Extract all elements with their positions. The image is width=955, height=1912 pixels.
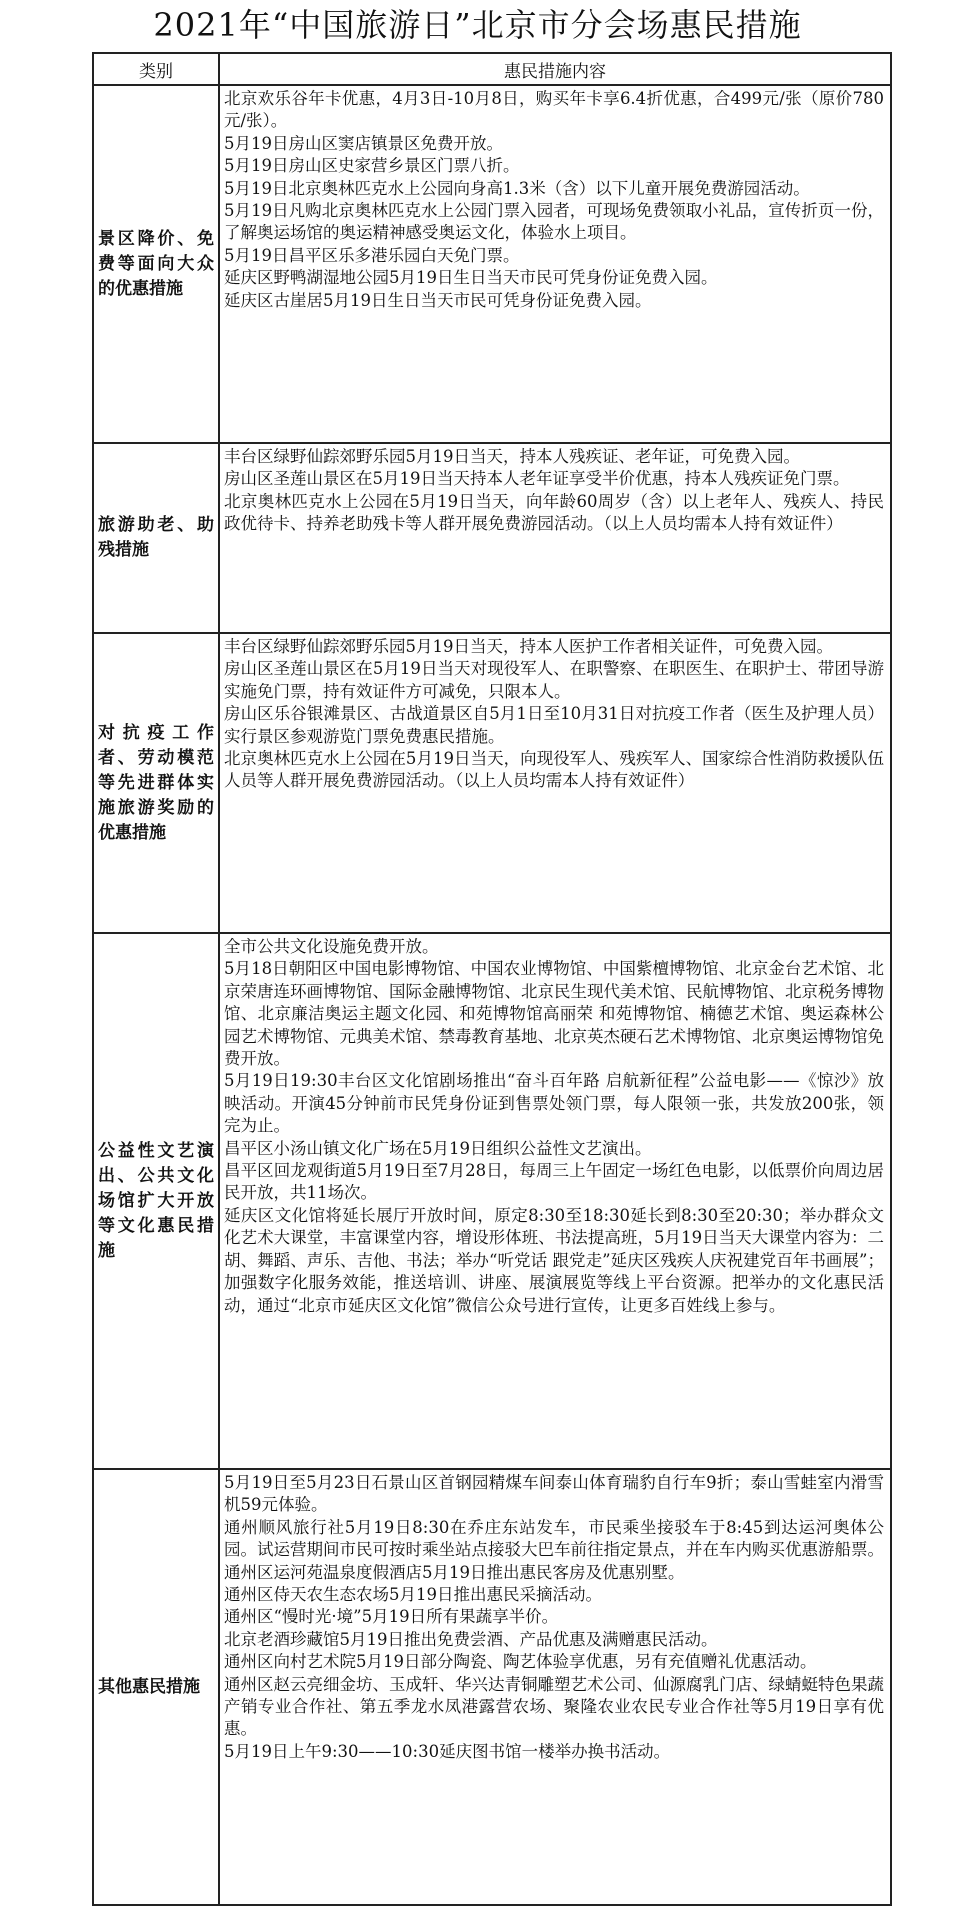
- measure-item: 延庆区野鸭湖湿地公园5月19日生日当天市民可凭身份证免费入园。: [224, 268, 718, 288]
- table-row: [93, 85, 891, 443]
- table-row: [93, 933, 891, 1469]
- measure-item: 北京奥林匹克水上公园在5月19日当天，向现役军人、残疾军人、国家综合性消防救援队伍人员等人群开展免费游园活动。（以上人员均需本人持有效证件）: [224, 749, 884, 791]
- content-cell: [219, 633, 891, 933]
- header-content: 惠民措施内容: [219, 53, 891, 85]
- measure-item: 通州顺风旅行社5月19日8:30在乔庄东站发车，市民乘坐接驳车于8:45到达运河奥体公园。试运营期间市民可按时乘坐站点接驳大巴车前往指定景点，并在车内购买优惠游船票。: [224, 1517, 884, 1560]
- category-cell: 其他惠民措施: [93, 1469, 219, 1905]
- measure-item: 通州区侍天农生态农场5月19日推出惠民采摘活动。: [224, 1585, 602, 1605]
- measure-item: 通州区运河苑温泉度假酒店5月19日推出惠民客房及优惠别墅。: [224, 1562, 685, 1582]
- measure-item: 昌平区小汤山镇文化广场在5月19日组织公益性文艺演出。: [224, 1138, 652, 1158]
- table-row: [93, 633, 891, 933]
- category-cell: 景区降价、免费等面向大众的优惠措施: [93, 85, 219, 443]
- measure-item: 5月19日北京奥林匹克水上公园向身高1.3米（含）以下儿童开展免费游园活动。: [224, 178, 810, 198]
- category-cell: 旅游助老、助残措施: [93, 443, 219, 633]
- table-row: [93, 443, 891, 633]
- measure-item: 全市公共文化设施免费开放。: [224, 937, 439, 956]
- measure-item: 5月19日凡购北京奥林匹克水上公园门票入园者，可现场免费领取小礼品，宣传折页一份，了解奥运场馆的奥运精神感受奥运文化，体验水上项目。: [224, 201, 884, 243]
- measure-item: 通州区赵云亮细金坊、玉成轩、华兴达青铜雕塑艺术公司、仙源腐乳门店、绿蜻蜓特色果蔬产销专业合作社、第五季龙水凤港露营农场、聚隆农业农民专业合作社等5月19日享有优惠。: [224, 1674, 884, 1739]
- measure-item: 房山区圣莲山景区在5月19日当天对现役军人、在职警察、在职医生、在职护士、带团导游实施免门票，持有效证件方可减免，只限本人。: [224, 659, 884, 701]
- measure-item: 昌平区回龙观街道5月19日至7月28日，每周三上午固定一场红色电影，以低票价向周边居民开放，共11场次。: [224, 1161, 884, 1203]
- measure-item: 北京老酒珍藏馆5月19日推出免费尝酒、产品优惠及满赠惠民活动。: [224, 1629, 718, 1649]
- measure-item: 丰台区绿野仙踪郊野乐园5月19日当天，持本人医护工作者相关证件，可免费入园。: [224, 637, 833, 656]
- measure-item: 丰台区绿野仙踪郊野乐园5月19日当天，持本人残疾证、老年证，可免费入园。: [224, 447, 800, 466]
- content-cell: [219, 85, 891, 443]
- measure-item: 北京欢乐谷年卡优惠，4月3日-10月8日，购买年卡享6.4折优惠，合499元/张（原价780元/张）。: [224, 89, 884, 131]
- page-title: 2021年“中国旅游日”北京市分会场惠民措施: [153, 6, 802, 44]
- measure-item: 5月19日房山区史家营乡景区门票八折。: [224, 156, 520, 176]
- measure-item: 5月18日朝阳区中国电影博物馆、中国农业博物馆、中国紫檀博物馆、北京金台艺术馆、北京荣唐连环画博物馆、国际金融博物馆、北京民生现代美术馆、民航博物馆、北京税务博物馆、北京廉洁奥运主题文化园、和苑博物馆高丽荣 和苑博物馆、楠德艺术馆、奥运森林公园艺术博物馆、元典美术馆、禁毒教育基地、北京英杰硬石艺术博物馆、北京奥运博物馆免费开放。: [224, 959, 884, 1069]
- content-cell: [219, 1469, 891, 1905]
- content-cell: [219, 443, 891, 633]
- table-header-row: [93, 53, 891, 85]
- measure-item: 通州区“慢时光·境”5月19日所有果蔬享半价。: [224, 1607, 559, 1627]
- measure-item: 延庆区古崖居5月19日生日当天市民可凭身份证免费入园。: [224, 290, 652, 310]
- measures-table: [92, 52, 892, 1906]
- measure-item: 延庆区文化馆将延长展厅开放时间，原定8:30至18:30延长到8:30至20:30；举办群众文化艺术大课堂，丰富课堂内容，增设形体班、书法提高班，5月19日当天大课堂内容为：二胡、舞蹈、声乐、吉他、书法；举办“听党话 跟党走”延庆区残疾人庆祝建党百年书画展”；加强数字化服务效能，推送培训、讲座、展演展览等线上平台资源。把举办的文化惠民活动，通过“北京市延庆区文化馆”微信公众号进行宣传，让更多百姓线上参与。: [224, 1205, 884, 1315]
- measure-item: 5月19日19:30丰台区文化馆剧场推出“奋斗百年路 启航新征程”公益电影——《惊沙》放映活动。开演45分钟前市民凭身份证到售票处领门票，每人限领一张，共发放200张，领完为止。: [224, 1071, 884, 1136]
- measure-item: 房山区圣莲山景区在5月19日当天持本人老年证享受半价优惠，持本人残疾证免门票。: [224, 469, 850, 489]
- measure-item: 5月19日至5月23日石景山区首钢园精煤车间泰山体育瑞豹自行车9折；泰山雪蛙室内滑雪机59元体验。: [224, 1473, 884, 1515]
- content-cell: [219, 933, 891, 1469]
- measure-item: 5月19日昌平区乐多港乐园白天免门票。: [224, 245, 520, 265]
- category-cell: 对抗疫工作者、劳动模范等先进群体实施旅游奖励的优惠措施: [93, 633, 219, 933]
- category-cell: 公益性文艺演出、公共文化场馆扩大开放等文化惠民措施: [93, 933, 219, 1469]
- header-category: 类别: [93, 53, 219, 85]
- measure-item: 5月19日房山区窦店镇景区免费开放。: [224, 133, 503, 153]
- measure-item: 通州区向村艺术院5月19日部分陶瓷、陶艺体验享优惠，另有充值赠礼优惠活动。: [224, 1652, 817, 1672]
- measure-item: 5月19日上午9:30——10:30延庆图书馆一楼举办换书活动。: [224, 1741, 671, 1761]
- table-row: [93, 1469, 891, 1905]
- measure-item: 北京奥林匹克水上公园在5月19日当天，向年龄60周岁（含）以上老年人、残疾人、持民政优待卡、持养老助残卡等人群开展免费游园活动。（以上人员均需本人持有效证件）: [224, 491, 884, 534]
- measure-item: 房山区乐谷银滩景区、古战道景区自5月1日至10月31日对抗疫工作者（医生及护理人员）实行景区参观游览门票免费惠民措施。: [224, 704, 884, 746]
